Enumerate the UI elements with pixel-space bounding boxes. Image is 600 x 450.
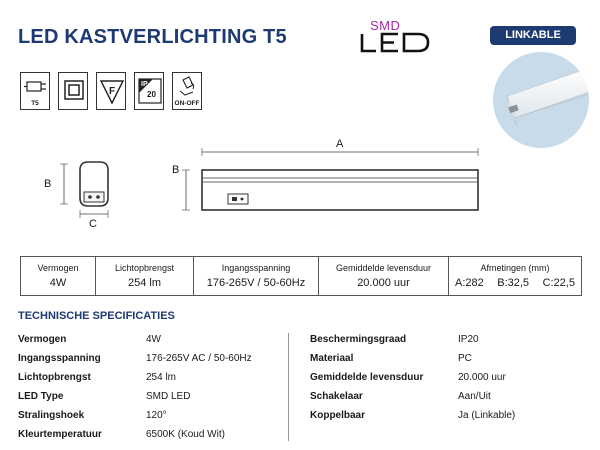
dimension-a: A:282 xyxy=(455,277,484,289)
spec-value: PC xyxy=(458,353,472,364)
spec-row xyxy=(18,406,252,425)
f-mark-letter: F xyxy=(108,86,116,97)
spec-key: Materiaal xyxy=(310,353,354,364)
spec-value: 120° xyxy=(146,410,167,421)
summary-table xyxy=(20,256,582,296)
spec-value: 176-265V AC / 50-60Hz xyxy=(146,353,252,364)
summary-col-lumen xyxy=(96,257,194,295)
dim-label-b-left: B xyxy=(44,178,52,190)
ip-label: IP xyxy=(141,81,148,88)
spec-key: Kleurtemperatuur xyxy=(18,429,102,440)
spec-key: Koppelbaar xyxy=(310,410,366,421)
page-title: LED KASTVERLICHTING T5 xyxy=(18,26,287,48)
specs-title: TECHNISCHE SPECIFICATIES xyxy=(18,310,175,322)
summary-col-power xyxy=(21,257,96,295)
spec-key: Beschermingsgraad xyxy=(310,334,407,345)
spec-row xyxy=(310,330,515,349)
spec-key: Vermogen xyxy=(18,334,67,345)
spec-row xyxy=(18,425,252,444)
spec-value: SMD LED xyxy=(146,391,191,402)
linkable-badge: LINKABLE xyxy=(490,26,576,45)
dimension-values xyxy=(449,277,581,289)
spec-row xyxy=(18,330,252,349)
spec-value: Aan/Uit xyxy=(458,391,491,402)
spec-value: 254 lm xyxy=(146,372,177,383)
dim-label-b-right: B xyxy=(172,164,180,176)
spec-key: Stralingshoek xyxy=(18,410,85,421)
spec-row xyxy=(310,349,515,368)
spec-row xyxy=(310,387,515,406)
spec-key: Ingangsspanning xyxy=(18,353,101,364)
cross-section-drawing xyxy=(40,150,130,232)
summary-value: 4W xyxy=(49,277,67,289)
dim-label-c: C xyxy=(89,218,97,230)
spec-value: Ja (Linkable) xyxy=(458,410,516,421)
spec-row xyxy=(18,387,252,406)
specs-right-column xyxy=(310,330,515,425)
spec-value: 20.000 uur xyxy=(458,372,506,383)
dimension-b: B:32,5 xyxy=(497,277,530,289)
summary-header: Vermogen xyxy=(37,263,79,273)
summary-value: 20.000 uur xyxy=(357,277,410,289)
spec-row xyxy=(18,349,252,368)
on-off-label: ON-OFF xyxy=(174,100,200,107)
spec-row xyxy=(18,368,252,387)
ip-rating-icon xyxy=(134,72,164,110)
spec-row xyxy=(310,406,515,425)
dimension-c: C:22,5 xyxy=(542,277,575,289)
specs-divider xyxy=(288,333,289,441)
spec-value: 4W xyxy=(146,334,161,345)
summary-value: 254 lm xyxy=(127,277,162,289)
spec-key: Lichtopbrengst xyxy=(18,372,91,383)
spec-value: 6500K (Koud Wit) xyxy=(146,429,225,440)
summary-col-dimensions xyxy=(449,257,581,295)
spec-value: IP20 xyxy=(458,334,479,345)
product-photo xyxy=(493,52,589,148)
spec-key: Gemiddelde levensduur xyxy=(310,372,424,383)
t5-label: T5 xyxy=(31,100,39,107)
logo-smd-text: SMD xyxy=(370,18,401,33)
spec-row xyxy=(310,368,515,387)
specs-left-column xyxy=(18,330,252,444)
certification-icons xyxy=(20,72,202,110)
ip-value: 20 xyxy=(147,90,156,99)
spec-key: Schakelaar xyxy=(310,391,363,402)
f-mark-icon xyxy=(96,72,126,110)
summary-header: Ingangsspanning xyxy=(221,263,291,273)
dim-label-a: A xyxy=(336,138,344,150)
t5-tube-icon xyxy=(20,72,50,110)
double-insulation-icon xyxy=(58,72,88,110)
side-view-drawing xyxy=(170,134,490,216)
on-off-switch-icon xyxy=(172,72,202,110)
spec-key: LED Type xyxy=(18,391,64,402)
summary-value: 176-265V / 50-60Hz xyxy=(206,277,306,289)
summary-header: Gemiddelde levensduur xyxy=(335,263,432,273)
summary-col-voltage xyxy=(194,257,319,295)
logo-led-text xyxy=(360,32,432,54)
summary-col-lifetime xyxy=(319,257,449,295)
summary-header: Afmetingen (mm) xyxy=(480,263,550,273)
summary-header: Lichtopbrengst xyxy=(114,263,175,273)
smd-led-logo xyxy=(360,18,432,56)
